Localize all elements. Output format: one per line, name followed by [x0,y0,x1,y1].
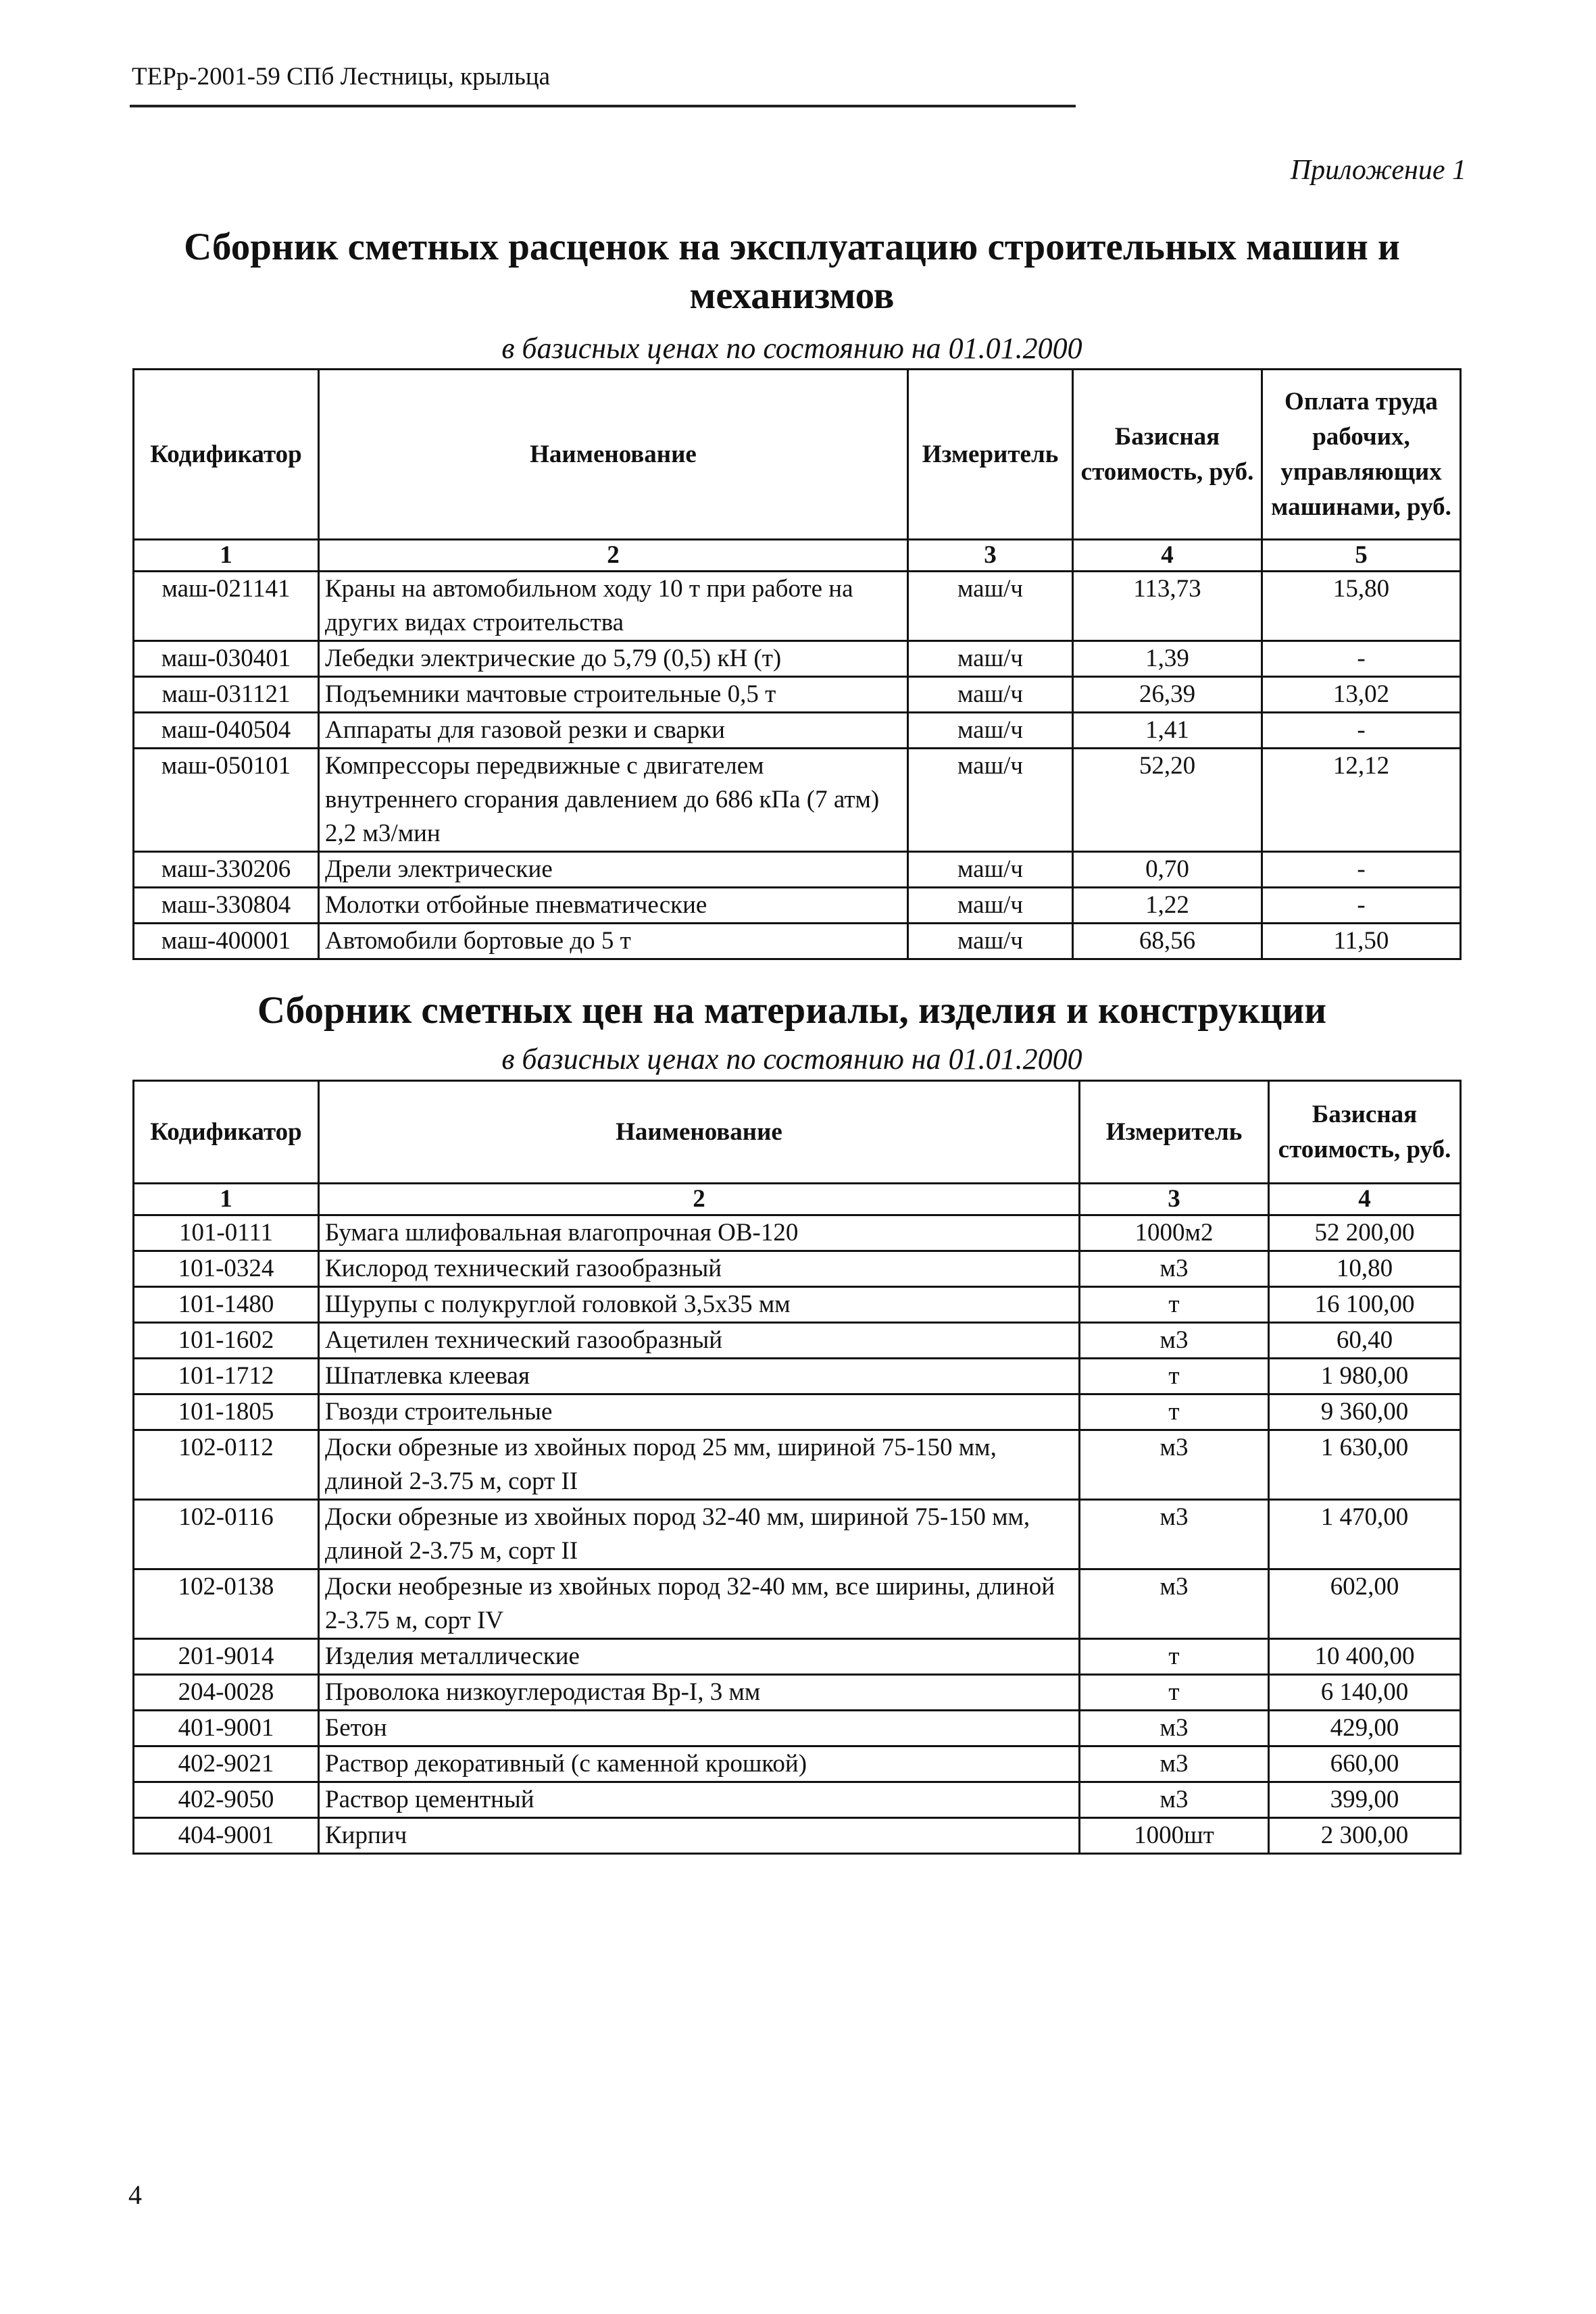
column-number: 4 [1269,1184,1461,1215]
cell-cost: 16 100,00 [1269,1287,1461,1323]
cell-labor: 12,12 [1262,749,1461,852]
cell-cost: 660,00 [1269,1746,1461,1782]
cell-cost: 60,40 [1269,1323,1461,1359]
table-row [134,572,1461,641]
cell-cost: 6 140,00 [1269,1675,1461,1711]
column-number: 5 [1262,540,1461,572]
table-row [134,641,1461,677]
cell-name: Проволока низкоуглеродистая Вр-I, 3 мм [319,1675,1080,1711]
table-row [134,1782,1461,1818]
cell-name: Доски обрезные из хвойных пород 25 мм, шириной 75-150 мм, длиной 2-3.75 м, сорт II [319,1430,1080,1500]
cell-unit: 1000шт [1080,1818,1269,1854]
column-header: Базисная стоимость, руб. [1073,370,1262,540]
cell-name: Шпатлевка клеевая [319,1359,1080,1394]
column-number-row [134,540,1461,572]
cell-cost: 0,70 [1073,852,1262,888]
table-row [134,1251,1461,1287]
column-number-row [134,1184,1461,1215]
cell-name: Бумага шлифовальная влагопрочная ОВ-120 [319,1215,1080,1251]
cell-name: Гвозди строительные [319,1394,1080,1430]
cell-cost: 52 200,00 [1269,1215,1461,1251]
cell-cost: 1 630,00 [1269,1430,1461,1500]
cell-labor: 11,50 [1262,924,1461,959]
cell-unit: маш/ч [908,713,1073,749]
column-header: Базисная стоимость, руб. [1269,1081,1461,1184]
cell-cost: 1 470,00 [1269,1500,1461,1569]
cell-code: маш-021141 [134,572,319,641]
cell-unit: м3 [1080,1782,1269,1818]
cell-unit: маш/ч [908,749,1073,852]
column-header: Кодификатор [134,1081,319,1184]
table-header-row [134,370,1461,540]
cell-code: маш-030401 [134,641,319,677]
page-number: 4 [128,2180,142,2210]
cell-cost: 602,00 [1269,1569,1461,1639]
table-row [134,1818,1461,1854]
cell-unit: маш/ч [908,852,1073,888]
cell-name: Лебедки электрические до 5,79 (0,5) кН (т) [319,641,908,677]
cell-unit: т [1080,1287,1269,1323]
cell-unit: маш/ч [908,924,1073,959]
cell-unit: 1000м2 [1080,1215,1269,1251]
cell-name: Подъемники мачтовые строительные 0,5 т [319,677,908,713]
cell-code: маш-031121 [134,677,319,713]
materials-section-subtitle: в базисных ценах по состоянию на 01.01.2000 [501,1042,1082,1076]
header-rule [130,105,1076,107]
cell-cost: 26,39 [1073,677,1262,713]
cell-cost: 52,20 [1073,749,1262,852]
column-number: 3 [1080,1184,1269,1215]
table-row [134,713,1461,749]
cell-cost: 1 980,00 [1269,1359,1461,1394]
cell-labor: 15,80 [1262,572,1461,641]
appendix-label: Приложение 1 [1290,155,1466,186]
cell-code: 102-0138 [134,1569,319,1639]
column-number: 1 [134,1184,319,1215]
table-row [134,1359,1461,1394]
table-row [134,1675,1461,1711]
cell-labor: 13,02 [1262,677,1461,713]
cell-name: Изделия металлические [319,1639,1080,1675]
cell-unit: м3 [1080,1711,1269,1746]
cell-name: Доски обрезные из хвойных пород 32-40 мм, шириной 75-150 мм, длиной 2-3.75 м, сорт II [319,1500,1080,1569]
table-row [134,1287,1461,1323]
cell-unit: т [1080,1359,1269,1394]
cell-cost: 2 300,00 [1269,1818,1461,1854]
cell-name: Автомобили бортовые до 5 т [319,924,908,959]
cell-name: Кислород технический газообразный [319,1251,1080,1287]
cell-labor: - [1262,888,1461,924]
materials-section-title: Сборник сметных цен на материалы, изделия и конструкции [257,989,1327,1032]
cell-unit: м3 [1080,1323,1269,1359]
table-row [134,888,1461,924]
cell-labor: - [1262,713,1461,749]
column-header: Наименование [319,370,908,540]
table-row [134,1394,1461,1430]
cell-cost: 10,80 [1269,1251,1461,1287]
cell-cost: 1,39 [1073,641,1262,677]
cell-unit: т [1080,1639,1269,1675]
cell-code: 101-1805 [134,1394,319,1430]
cell-cost: 113,73 [1073,572,1262,641]
cell-unit: м3 [1080,1746,1269,1782]
column-header: Измеритель [908,370,1073,540]
cell-code: 401-9001 [134,1711,319,1746]
table-row [134,1215,1461,1251]
column-number: 2 [319,1184,1080,1215]
cell-cost: 429,00 [1269,1711,1461,1746]
column-header: Оплата труда рабочих, управляющих машинами, руб. [1262,370,1461,540]
cell-cost: 399,00 [1269,1782,1461,1818]
table-row [134,677,1461,713]
cell-code: 102-0116 [134,1500,319,1569]
cell-unit: маш/ч [908,641,1073,677]
table-row [134,1639,1461,1675]
cell-code: маш-050101 [134,749,319,852]
cell-name: Шурупы с полукруглой головкой 3,5x35 мм [319,1287,1080,1323]
column-header: Кодификатор [134,370,319,540]
cell-cost: 1,22 [1073,888,1262,924]
table-row [134,1569,1461,1639]
machines-table [132,368,1462,960]
column-number: 3 [908,540,1073,572]
table-row [134,1500,1461,1569]
table-row [134,1430,1461,1500]
table-header-row [134,1081,1461,1184]
cell-code: 204-0028 [134,1675,319,1711]
column-number: 2 [319,540,908,572]
cell-code: маш-330804 [134,888,319,924]
machines-section-title: Сборник сметных расценок на эксплуатацию строительных машин и механизмов [184,226,1400,317]
table-row [134,749,1461,852]
cell-cost: 68,56 [1073,924,1262,959]
cell-name: Доски необрезные из хвойных пород 32-40 мм, все ширины, длиной 2-3.75 м, сорт IV [319,1569,1080,1639]
cell-unit: маш/ч [908,572,1073,641]
materials-table [132,1080,1462,1855]
cell-name: Аппараты для газовой резки и сварки [319,713,908,749]
column-header: Наименование [319,1081,1080,1184]
cell-unit: т [1080,1394,1269,1430]
cell-name: Дрели электрические [319,852,908,888]
cell-code: 404-9001 [134,1818,319,1854]
machines-section-subtitle: в базисных ценах по состоянию на 01.01.2000 [501,332,1082,365]
cell-code: 101-0111 [134,1215,319,1251]
cell-code: 101-1712 [134,1359,319,1394]
cell-labor: - [1262,641,1461,677]
cell-unit: маш/ч [908,888,1073,924]
cell-cost: 9 360,00 [1269,1394,1461,1430]
cell-code: 102-0112 [134,1430,319,1500]
table-row [134,1746,1461,1782]
table-row [134,1323,1461,1359]
cell-code: 201-9014 [134,1639,319,1675]
cell-labor: - [1262,852,1461,888]
cell-code: маш-330206 [134,852,319,888]
cell-unit: м3 [1080,1430,1269,1500]
cell-name: Молотки отбойные пневматические [319,888,908,924]
cell-code: 402-9021 [134,1746,319,1782]
cell-unit: маш/ч [908,677,1073,713]
cell-unit: м3 [1080,1569,1269,1639]
cell-code: маш-400001 [134,924,319,959]
cell-code: 101-0324 [134,1251,319,1287]
table-row [134,852,1461,888]
cell-code: 101-1602 [134,1323,319,1359]
cell-cost: 1,41 [1073,713,1262,749]
cell-name: Краны на автомобильном ходу 10 т при работе на других видах строительства [319,572,908,641]
cell-name: Компрессоры передвижные с двигателем внутреннего сгорания давлением до 686 кПа (7 атм) 2,2 м3/мин [319,749,908,852]
cell-name: Раствор декоративный (с каменной крошкой) [319,1746,1080,1782]
table-row [134,1711,1461,1746]
column-number: 4 [1073,540,1262,572]
cell-code: 402-9050 [134,1782,319,1818]
column-header: Измеритель [1080,1081,1269,1184]
table-row [134,924,1461,959]
cell-cost: 10 400,00 [1269,1639,1461,1675]
cell-unit: т [1080,1675,1269,1711]
cell-code: 101-1480 [134,1287,319,1323]
cell-code: маш-040504 [134,713,319,749]
cell-name: Ацетилен технический газообразный [319,1323,1080,1359]
running-header: ТЕРр-2001-59 СПб Лестницы, крыльца [132,63,551,91]
column-number: 1 [134,540,319,572]
cell-unit: м3 [1080,1500,1269,1569]
cell-unit: м3 [1080,1251,1269,1287]
cell-name: Кирпич [319,1818,1080,1854]
cell-name: Бетон [319,1711,1080,1746]
cell-name: Раствор цементный [319,1782,1080,1818]
